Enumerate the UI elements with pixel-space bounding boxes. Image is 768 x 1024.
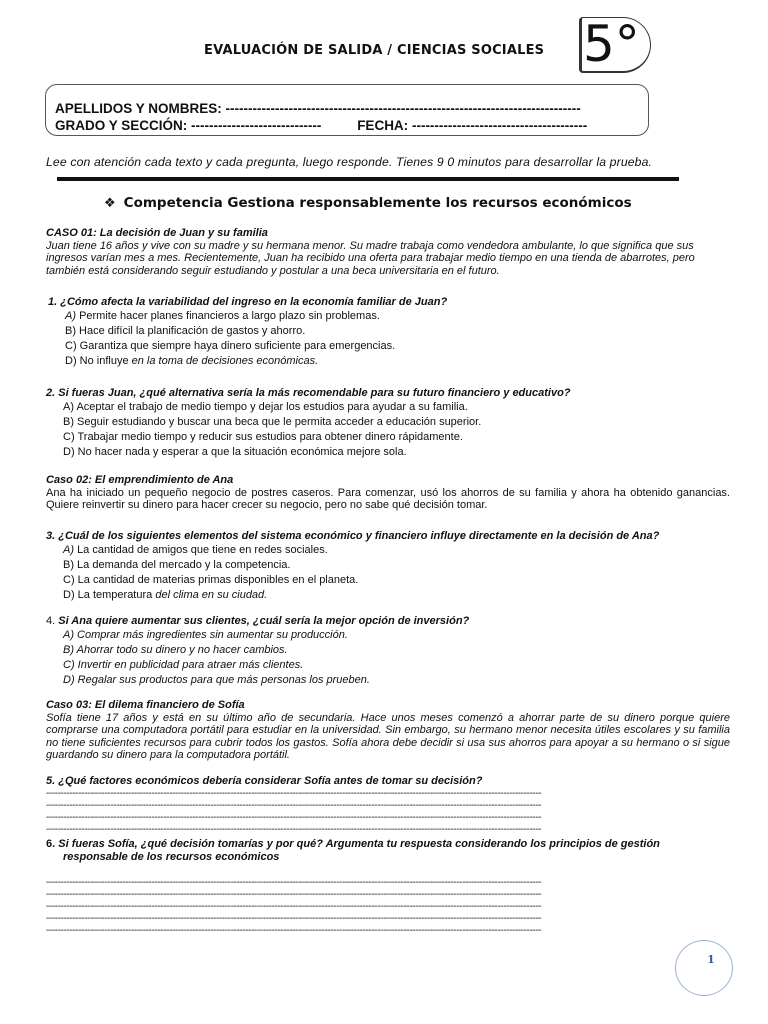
question-3 <box>46 529 730 603</box>
question-4-option-b[interactable]: B) Ahorrar todo su dinero y no hacer cambios. <box>63 644 288 656</box>
question-1-option-b[interactable]: B) Hace difícil la planificación de gastos y ahorro. <box>65 325 306 337</box>
grade-section-label: GRADO Y SECCIÓN: <box>55 118 188 133</box>
question-3-option-d[interactable]: D) La temperatura del clima en su ciudad. <box>63 589 268 601</box>
case-1 <box>46 227 730 277</box>
case-1-text: Juan tiene 16 años y vive con su madre y su hermana menor. Su madre trabaja como vendedora ambulante, lo que significa que sus ingresos varían mes a mes. Recientemente, Juan ha recibido una oferta para trabajar medio tiempo en una tienda de abarrotes, pero también está considerando seguir estudiando y postular a una beca universitaria en el futuro. <box>46 239 695 277</box>
competency-text: Competencia Gestiona responsablemente los recursos económicos <box>123 195 632 211</box>
grade-date-line <box>55 118 587 134</box>
question-6 <box>46 838 730 937</box>
question-6-text-cont: responsable de los recursos económicos <box>63 850 280 863</box>
page-number-circle <box>675 940 733 996</box>
case-2-text: Ana ha iniciado un pequeño negocio de postres caseros. Para comenzar, usó los ahorros de su familia y ahora ha obtenido ganancias. Quiere reinvertir su dinero para hacer crecer su negocio, pero no sabe qué decisión tomar. <box>46 486 730 511</box>
question-5-answer-line-2[interactable]: ------------------------------------------------------------------------------------------------------------------------------------------------------------------------- <box>46 800 542 811</box>
case-3-title: Caso 03: El dilema financiero de Sofía <box>46 699 245 711</box>
question-2-option-b[interactable]: B) Seguir estudiando y buscar una beca que le permita acceder a educación superior. <box>63 416 482 428</box>
case-2-title: Caso 02: El emprendimiento de Ana <box>46 474 234 486</box>
question-5-answer-line-3[interactable]: ------------------------------------------------------------------------------------------------------------------------------------------------------------------------- <box>46 812 542 823</box>
names-label: APELLIDOS Y NOMBRES: <box>55 101 222 116</box>
question-6-text: 6. Si fueras Sofía, ¿qué decisión tomarías y por qué? Argumenta tu respuesta considerando los principios de gestión <box>46 838 660 850</box>
question-4-option-d[interactable]: D) Regalar sus productos para que más personas los prueben. <box>63 674 370 686</box>
question-2-option-c[interactable]: C) Trabajar medio tiempo y reducir sus estudios para obtener dinero rápidamente. <box>63 431 463 443</box>
competency-heading <box>104 195 632 211</box>
instructions: Lee con atención cada texto y cada pregunta, luego responde. Tienes 9 0 minutos para desarrollar la prueba. <box>46 155 653 169</box>
diamond-bullet-icon: ❖ <box>104 196 116 211</box>
question-3-options <box>46 543 730 603</box>
question-3-text: 3. ¿Cuál de los siguientes elementos del sistema económico y financiero influye directamente en la decisión de Ana? <box>46 530 660 542</box>
date-field[interactable]: --------------------------------------- <box>411 118 588 133</box>
question-4-option-a[interactable]: A) Comprar más ingredientes sin aumentar su producción. <box>63 629 348 641</box>
question-6-answer-line-2[interactable]: ------------------------------------------------------------------------------------------------------------------------------------------------------------------------- <box>46 889 542 900</box>
question-4 <box>46 614 730 688</box>
question-2-options <box>46 400 730 460</box>
question-6-answer-line-3[interactable]: ------------------------------------------------------------------------------------------------------------------------------------------------------------------------- <box>46 901 542 912</box>
question-1-text: 1. ¿Cómo afecta la variabilidad del ingreso en la economía familiar de Juan? <box>48 296 448 308</box>
grade-section-field[interactable]: ----------------------------- <box>191 118 322 133</box>
question-6-answer-line-1[interactable]: ------------------------------------------------------------------------------------------------------------------------------------------------------------------------- <box>46 877 542 888</box>
question-4-option-c[interactable]: C) Invertir en publicidad para atraer más clientes. <box>63 659 304 671</box>
question-3-option-b[interactable]: B) La demanda del mercado y la competencia. <box>63 559 291 571</box>
divider-rule <box>57 177 679 181</box>
question-2 <box>46 386 730 460</box>
question-1-option-d[interactable]: D) No influye en la toma de decisiones económicas. <box>65 355 319 367</box>
grade-badge: 5° <box>583 15 640 73</box>
question-3-option-c[interactable]: C) La cantidad de materias primas disponibles en el planeta. <box>63 574 359 586</box>
question-4-options <box>46 628 730 688</box>
question-6-answer-line-5[interactable]: ------------------------------------------------------------------------------------------------------------------------------------------------------------------------- <box>46 925 542 936</box>
question-5 <box>46 774 730 836</box>
question-5-text: 5. ¿Qué factores económicos debería considerar Sofía antes de tomar su decisión? <box>46 775 483 787</box>
question-3-option-a[interactable]: A) La cantidad de amigos que tiene en redes sociales. <box>63 544 328 556</box>
names-line <box>55 101 581 117</box>
page-number: 1 <box>707 953 715 966</box>
question-1-option-c[interactable]: C) Garantiza que siempre haya dinero suficiente para emergencias. <box>65 340 396 352</box>
page-title: EVALUACIÓN DE SALIDA / CIENCIAS SOCIALES <box>204 43 545 58</box>
names-field[interactable]: ------------------------------------------------------------------------------- <box>225 101 581 116</box>
case-3 <box>46 699 730 762</box>
case-2 <box>46 474 730 512</box>
question-2-option-d[interactable]: D) No hacer nada y esperar a que la situación económica mejore sola. <box>63 446 407 458</box>
question-4-text: 4. Si Ana quiere aumentar sus clientes, ¿cuál sería la mejor opción de inversión? <box>46 615 470 627</box>
date-label: FECHA: <box>357 118 409 133</box>
case-3-text: Sofía tiene 17 años y está en su último año de secundaria. Hace unos meses comenzó a ahorrar parte de su dinero porque quiere comprarse una computadora portátil para estudiar en la universidad. Sin embargo, su hermano menor necesita útiles escolares y su familia no tiene suficientes recursos para cubrir todos los gastos. Sofía ahora debe decidir si usa sus ahorros para apoyar a su hermano o si sigue guardando su dinero para la computadora portátil. <box>46 711 730 761</box>
question-1-option-a[interactable]: A) Permite hacer planes financieros a largo plazo sin problemas. <box>65 310 380 322</box>
question-6-answer-line-4[interactable]: ------------------------------------------------------------------------------------------------------------------------------------------------------------------------- <box>46 913 542 924</box>
question-2-text: 2. Si fueras Juan, ¿qué alternativa sería la más recomendable para su futuro financiero y educativo? <box>46 387 571 399</box>
question-2-option-a[interactable]: A) Aceptar el trabajo de medio tiempo y dejar los estudios para ayudar a su familia. <box>63 401 468 413</box>
question-5-answer-line-4[interactable]: ------------------------------------------------------------------------------------------------------------------------------------------------------------------------- <box>46 824 542 835</box>
question-1-options <box>48 309 732 369</box>
question-5-answer-line-1[interactable]: ------------------------------------------------------------------------------------------------------------------------------------------------------------------------- <box>46 788 542 799</box>
case-1-title: CASO 01: La decisión de Juan y su familia <box>46 227 268 239</box>
question-1 <box>48 295 732 369</box>
